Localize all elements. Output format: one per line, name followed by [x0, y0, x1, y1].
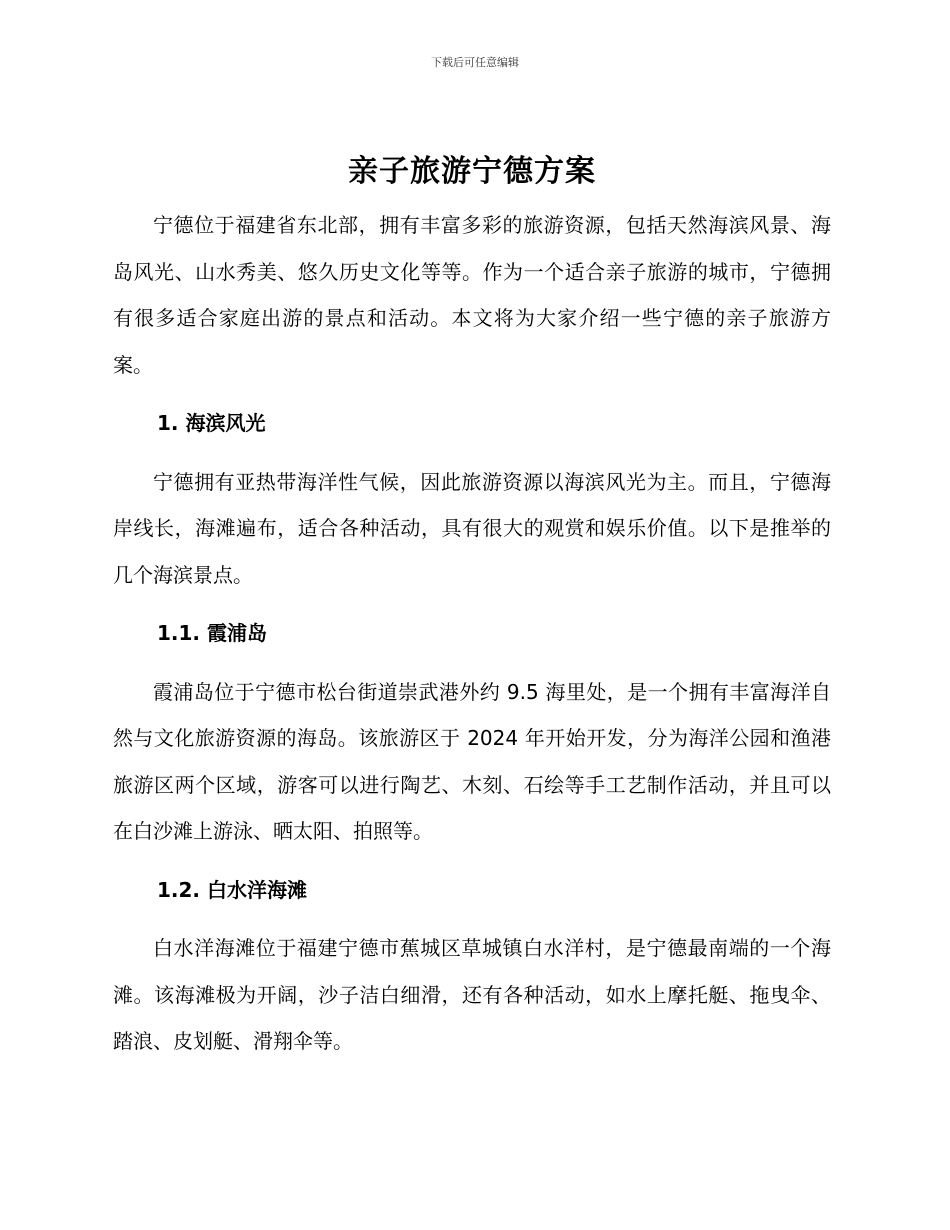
intro-paragraph: 宁德位于福建省东北部，拥有丰富多彩的旅游资源，包括天然海滨风景、海岛风光、山水秀美、悠久历史文化等等。作为一个适合亲子旅游的城市，宁德拥有很多适合家庭出游的景点和活动。本文将为大家介绍一些宁德的亲子旅游方案。 — [113, 213, 831, 377]
section-heading-1-2: 1.2. 白水洋海滩 — [157, 877, 307, 902]
section-heading-1-1: 1.1. 霞浦岛 — [157, 621, 267, 645]
page-header: 下载后可任意编辑 — [431, 56, 519, 69]
section-1-2-paragraph: 白水洋海滩位于福建宁德市蕉城区草城镇白水洋村，是宁德最南端的一个海滩。该海滩极为开阔，沙子洁白细滑，还有各种活动，如水上摩托艇、拖曳伞、踏浪、皮划艇、滑翔伞等。 — [113, 936, 831, 1053]
section-1-paragraph: 宁德拥有亚热带海洋性气候，因此旅游资源以海滨风光为主。而且，宁德海岸线长，海滩遍布，适合各种活动，具有很大的观赏和娱乐价值。以下是推举的几个海滨景点。 — [113, 469, 831, 587]
document-body — [113, 150, 831, 1065]
section-1-1-paragraph: 霞浦岛位于宁德市松台街道崇武港外约 9.5 海里处，是一个拥有丰富海洋自然与文化旅游资源的海岛。该旅游区于 2024 年开始开发，分为海洋公园和渔港旅游区两个区域，游客可以进行陶艺、木刻、石绘等手工艺制作活动，并且可以在白沙滩上游泳、晒太阳、拍照等。 — [113, 679, 831, 843]
section-heading-1: 1. 海滨风光 — [157, 411, 266, 435]
document-title: 亲子旅游宁德方案 — [348, 154, 596, 189]
